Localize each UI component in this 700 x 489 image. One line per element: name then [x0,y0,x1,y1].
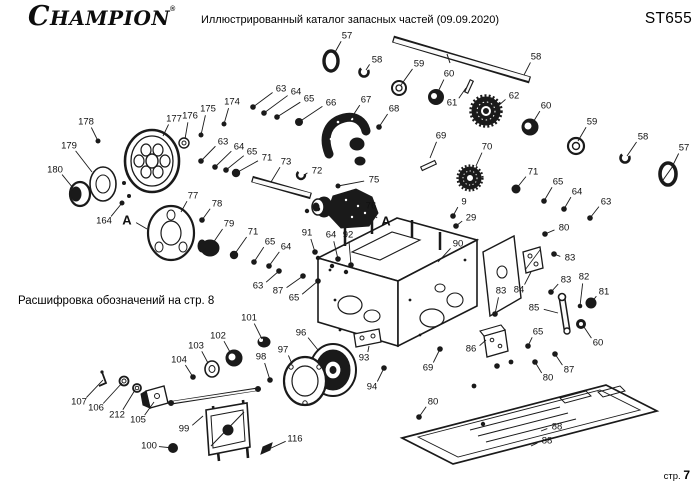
part-callout-80: 80 [427,396,439,408]
part-fastener [312,249,318,255]
part-callout-85: 85 [528,302,540,314]
part-callout-58: 58 [637,131,649,143]
leader-line [277,102,300,117]
fastener-dot-f [494,363,500,369]
part-fastener [251,259,257,265]
part-fastener [212,164,218,170]
leader-line [368,346,369,352]
part-callout-71: 71 [527,166,539,178]
part-fastener [376,124,382,130]
part-callout-29: 29 [465,212,477,224]
part-fastener [450,213,456,219]
gearbox-76-speckle-c [351,216,353,218]
part-callout-60: 60 [592,337,604,349]
part-callout-71: 71 [261,152,273,164]
leader-line [111,203,122,216]
part-callout-63: 63 [600,196,612,208]
part-callout-104: 104 [171,354,187,366]
part-callout-116: 116 [287,433,303,445]
part-callout-82: 82 [578,271,590,283]
part-callout-70: 70 [481,141,493,153]
leader-line [366,64,370,70]
part-callout-57: 57 [341,30,353,42]
bushing-60-a-bore [431,93,437,99]
part-callout-76: 76 [365,200,377,212]
cone-79-face [198,240,206,252]
part-callout-91: 91 [301,227,313,239]
fastener-dot-k [127,194,131,198]
part-callout-164: 164 [96,215,112,227]
part-fastener [561,206,567,212]
part-callout-64: 64 [290,86,302,98]
leader-line [302,281,318,294]
part-callout-75: 75 [368,174,380,186]
part-fastener [532,359,538,365]
part-callout-69: 69 [422,362,434,374]
frame-99-hub [223,425,233,435]
part-fastener [551,251,557,257]
part-fastener [250,104,256,110]
part-callout-88: 88 [551,421,563,433]
part-callout-62: 62 [508,90,520,102]
part-fastener [512,185,521,194]
leader-line [224,341,230,352]
frame-99-bolt-a [169,401,174,406]
part-callout-67: 67 [360,94,372,106]
part-callout-83: 83 [560,274,572,286]
gearbox-76-speckle-b [357,205,359,207]
part-fastener [274,114,280,120]
part-callout-179: 179 [61,140,77,152]
circlip-72 [297,171,305,179]
part-fastener [199,133,204,138]
fastener-dot-g [509,360,514,365]
part-callout-59: 59 [586,116,598,128]
leader-line [580,283,583,306]
sprocket-70-hub [467,175,474,182]
leader-line [476,153,482,166]
ring-103 [205,361,219,377]
part-fastener [267,377,273,383]
catalog-title: Иллюстрированный каталог запасных частей (09.09.2020) [200,14,500,26]
part-fastener [453,223,459,229]
leader-line [430,142,437,158]
part-fastener [300,273,306,279]
pulley-177-hub [146,154,158,168]
part-fastener [230,251,238,259]
part-callout-65: 65 [288,292,300,304]
leader-line [86,380,103,398]
frame-99-bolt-b [256,387,261,392]
fastener-dot-b [316,207,320,211]
part-callout-60: 60 [540,100,552,112]
frame-90-rivet-c [409,299,412,302]
part-fastener [541,198,547,204]
leader-line [201,115,205,135]
frame-90-side-plate [483,236,521,316]
part-callout-93: 93 [358,352,370,364]
part-callout-103: 103 [188,340,204,352]
fastener-dot-d [330,264,334,268]
part-callout-65: 65 [552,176,564,188]
part-fastener [335,256,341,262]
part-callout-65: 65 [264,236,276,248]
part-fastener [552,351,558,357]
part-fastener [276,268,282,274]
leader-line [524,62,530,75]
friction-wheel-96-bore [330,367,336,374]
part-fastener [223,167,229,173]
leader-line [544,309,558,313]
gearbox-76-speckle-a [345,199,347,201]
part-fastener [198,158,204,164]
part-fastener [492,311,498,317]
leader-line [299,106,322,122]
part-callout-69: 69 [435,130,447,142]
part-callout-78: 78 [211,198,223,210]
leader-line [103,383,122,403]
shaft-73-core [253,180,310,195]
part-callout-68: 68 [388,103,400,115]
part-callout-90: 90 [452,238,464,250]
part-callout-72: 72 [311,165,323,177]
part-callout-58: 58 [530,51,542,63]
spacer-101-face [259,338,263,342]
part-callout-177: 177 [166,113,182,125]
part-callout-63: 63 [217,136,229,148]
part-callout-94: 94 [366,381,378,393]
part-callout-60: 60 [443,68,455,80]
part-callout-102: 102 [210,330,226,342]
leader-line [202,351,208,363]
page-number [664,468,690,482]
fastener-dot-h [472,384,477,389]
page-label: стр. [663,471,681,482]
part-callout-101: 101 [241,312,257,324]
part-callout-80: 80 [542,372,554,384]
bearing-102-bore [229,354,236,361]
part-fastener [348,262,354,268]
part-callout-84: 84 [513,284,525,296]
part-callout-96: 96 [295,327,307,339]
part-callout-176: 176 [182,110,198,122]
part-callout-64: 64 [571,186,583,198]
part-callout-64: 64 [233,141,245,153]
part-fastener [199,217,205,223]
leader-line [62,175,73,188]
part-callout-63: 63 [275,83,287,95]
champion-logo-text: CHAMPION [28,1,171,32]
part-fastener [168,443,178,453]
hub-plate-97 [284,357,326,405]
plate-179 [90,167,116,201]
part-callout-65: 65 [246,146,258,158]
part-callout-106: 106 [88,402,104,414]
part-callout-88: 88 [541,435,553,447]
leader-line [584,327,591,338]
part-fastener [381,365,387,371]
model-code: ST655 [644,10,692,27]
bushing-60-b-bore [525,123,532,130]
part-fastener [548,289,554,295]
part-callout-92: 92 [342,229,354,241]
gearbox-76-speckle-d [364,212,366,214]
part-callout-174: 174 [224,96,240,108]
part-callout-59: 59 [413,58,425,70]
fastener-dot-c [316,256,320,260]
part-callout-99: 99 [178,423,190,435]
frame-99-bar-core [171,390,258,403]
washer-176 [179,138,189,148]
part-callout-81: 81 [598,286,610,298]
part-callout-107: 107 [71,396,87,408]
frame-90-rivet-e [419,334,422,337]
part-fastener [315,278,321,284]
leader-line [215,151,231,167]
leader-line [253,93,273,107]
washer-59-right [568,138,584,154]
leader-line [226,156,244,170]
part-fastener [437,346,443,352]
frame-90-rivet-b [334,299,337,302]
part-callout-65: 65 [532,326,544,338]
page-number-value: 7 [683,468,690,482]
part-fastener [266,263,272,269]
part-fastener [416,414,422,420]
ring-60-c-bore [579,322,583,326]
leader-line [271,167,280,182]
part-fastener [222,122,227,127]
leader-line [401,69,412,85]
part-fastener [525,343,531,349]
fastener-dot-e [344,270,348,274]
part-callout-61: 61 [446,97,458,109]
link-85-eye-bottom [564,328,570,334]
leader-line [123,390,135,410]
part-callout-87: 87 [272,285,284,297]
part-fastener [295,118,303,126]
fastener-dot-i [481,422,485,426]
part-callout-180: 180 [47,164,63,176]
part-callout-212: 212 [109,409,125,421]
part-fastener [96,139,101,144]
bottom-panel-88 [402,385,657,464]
part-callout-66: 66 [325,97,337,109]
part-fastener [542,231,548,237]
pulley-77 [148,206,194,260]
part-callout-57: 57 [678,142,690,154]
leader-line [287,276,303,288]
part-callout-105: 105 [130,414,146,426]
belt-guide-67-lobe-b [355,157,365,165]
leader-line [254,324,262,339]
frame-90-rivet-f [339,329,342,332]
cotter-pin-107 [99,372,106,386]
part-callout-86: 86 [465,343,477,355]
part-callout-83: 83 [564,252,576,264]
part-callout-A: A [381,213,391,229]
part-callout-87: 87 [563,364,575,376]
cup-180-center [71,187,81,201]
leader-line [201,146,215,161]
fastener-dot-j [122,181,126,185]
leader-line [525,272,531,285]
belt-guide-67-facet-a [337,121,340,124]
leader-line [308,338,318,350]
part-callout-83: 83 [495,285,507,297]
registered-trademark-icon: ® [170,6,176,13]
part-callout-175: 175 [200,103,216,115]
leader-line [578,127,586,141]
part-callout-64: 64 [280,241,292,253]
seal-ring-57-left [324,51,338,71]
leader-line [264,96,288,113]
link-85-eye-top [559,294,566,301]
part-callout-65: 65 [303,93,315,105]
cotter-pin-107-head [100,370,103,373]
part-callout-73: 73 [280,156,292,168]
leader-line [334,41,341,54]
belt-guide-67-lobe-a [350,138,364,150]
frame-90-rivet-d [464,259,467,262]
part-fastener [578,304,583,309]
part-callout-79: 79 [223,218,235,230]
leader-line [76,151,92,172]
part-callout-100: 100 [141,440,157,452]
part-callout-A: A [122,212,132,228]
part-callout-9: 9 [461,196,467,208]
washer-59-left [392,81,406,95]
part-callout-98: 98 [255,351,267,363]
part-fastener [586,298,597,309]
leader-line [672,153,679,167]
part-callout-178: 178 [78,116,94,128]
leader-line [136,223,147,229]
part-fastener [336,184,341,189]
frame-90-rivet-a [329,269,332,272]
belt-guide-67-facet-b [330,138,333,141]
leader-line [459,88,466,98]
leader-line [338,181,364,186]
part-callout-63: 63 [252,280,264,292]
leader-line [185,122,188,139]
part-fastener [232,169,240,177]
leader-line [213,229,223,243]
legend-reference-note: Расшифровка обозначений на стр. 8 [18,295,215,307]
part-fastener [190,374,196,380]
part-callout-80: 80 [558,222,570,234]
part-callout-77: 77 [187,190,199,202]
leader-line [192,416,203,425]
part-fastener [120,201,125,206]
part-fastener [587,215,593,221]
seal-ring-57-right [660,163,676,185]
leader-line [498,99,506,106]
part-callout-64: 64 [325,229,337,241]
part-callout-71: 71 [247,226,259,238]
part-callout-97: 97 [277,344,289,356]
part-fastener [261,110,267,116]
leader-line [627,142,637,156]
gear-62-bore [484,109,489,114]
part-callout-58: 58 [371,54,383,66]
fastener-dot-a [305,209,309,213]
